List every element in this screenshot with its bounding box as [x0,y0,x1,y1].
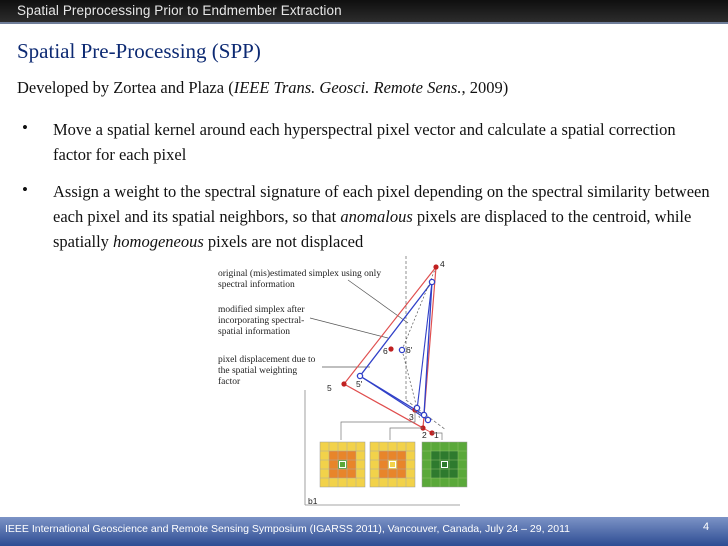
page-number: 4 [703,521,710,533]
vertex-label-6: 6 [383,346,388,356]
vertex-4-modified [429,279,434,284]
header-divider [0,22,728,24]
pixel-grid-1 [320,442,365,487]
figure-label-original-simplex: original (mis)estimated simplex using only spectral information [218,269,382,290]
subtitle-suffix: , 2009) [461,78,509,97]
bullet-marker-2: • [22,180,28,199]
modified-simplex [360,282,432,415]
pixel-grid-3 [422,442,467,487]
vertex-label-4: 4 [440,259,445,269]
figure-label-modified-simplex: modified simplex after incorporating spectral- spatial information [218,305,305,337]
footer-text: IEEE International Geoscience and Remote Sensing Symposium (IGARSS 2011), Vancouver, Canada, July 24 – 29, 2011 [5,523,570,535]
subtitle-prefix: Developed by Zortea and Plaza ( [17,78,234,97]
vertex-4 [433,264,438,269]
spp-diagram [210,250,490,512]
pixel-grid-2 [370,442,415,487]
header-title: Spatial Preprocessing Prior to Endmember Extraction [17,3,342,18]
leader-line-1 [348,280,408,323]
figure-label-pixel-displacement: pixel displacement due to the spatial weighting factor [218,355,316,387]
slide-title: Spatial Pre-Processing (SPP) [17,39,261,63]
slide-subtitle [17,78,508,98]
bullet-2-part-1: Assign a weight to the spectral signature of each pixel depending on the spectral similarity between each pixel and its spatial neighbors, so that [53,182,710,226]
vertex-label-1: 1 [434,430,439,440]
vertex-5-modified [357,373,362,378]
vertex-3-modified [414,405,419,410]
vertex-label-5: 5 [327,383,332,393]
vertex-5 [341,381,346,386]
vertex-label-3: 3 [409,412,414,422]
connector-grid-1 [341,410,415,440]
bullet-marker-1: • [22,118,28,137]
subtitle-journal: IEEE Trans. Geosci. Remote Sens. [233,78,462,97]
vertex-label-6p: 6' [406,345,413,355]
bullet-2-part-2: pixels are displaced to the centroid, while spatially [53,207,692,251]
leader-line-2 [310,318,388,338]
connector-grid-2 [390,428,423,440]
vertex-label-2: 2 [422,430,427,440]
axis-label-b1: b1 [308,496,318,506]
bullet-1-text: Move a spatial kernel around each hyperspectral pixel vector and calculate a spatial correction factor for each pixel [53,120,676,164]
bullet-2-em-homogeneous: homogeneous [113,232,204,251]
vertex-label-5p: 5' [356,379,363,389]
vertex-6 [388,346,393,351]
vertex-6-modified [399,347,404,352]
vertex-1-modified [425,417,430,422]
bullet-2-em-anomalous: anomalous [340,207,413,226]
vertex-2-modified [421,412,426,417]
bullet-2-text [53,179,713,254]
bullet-2-part-3: pixels are not displaced [203,232,364,251]
